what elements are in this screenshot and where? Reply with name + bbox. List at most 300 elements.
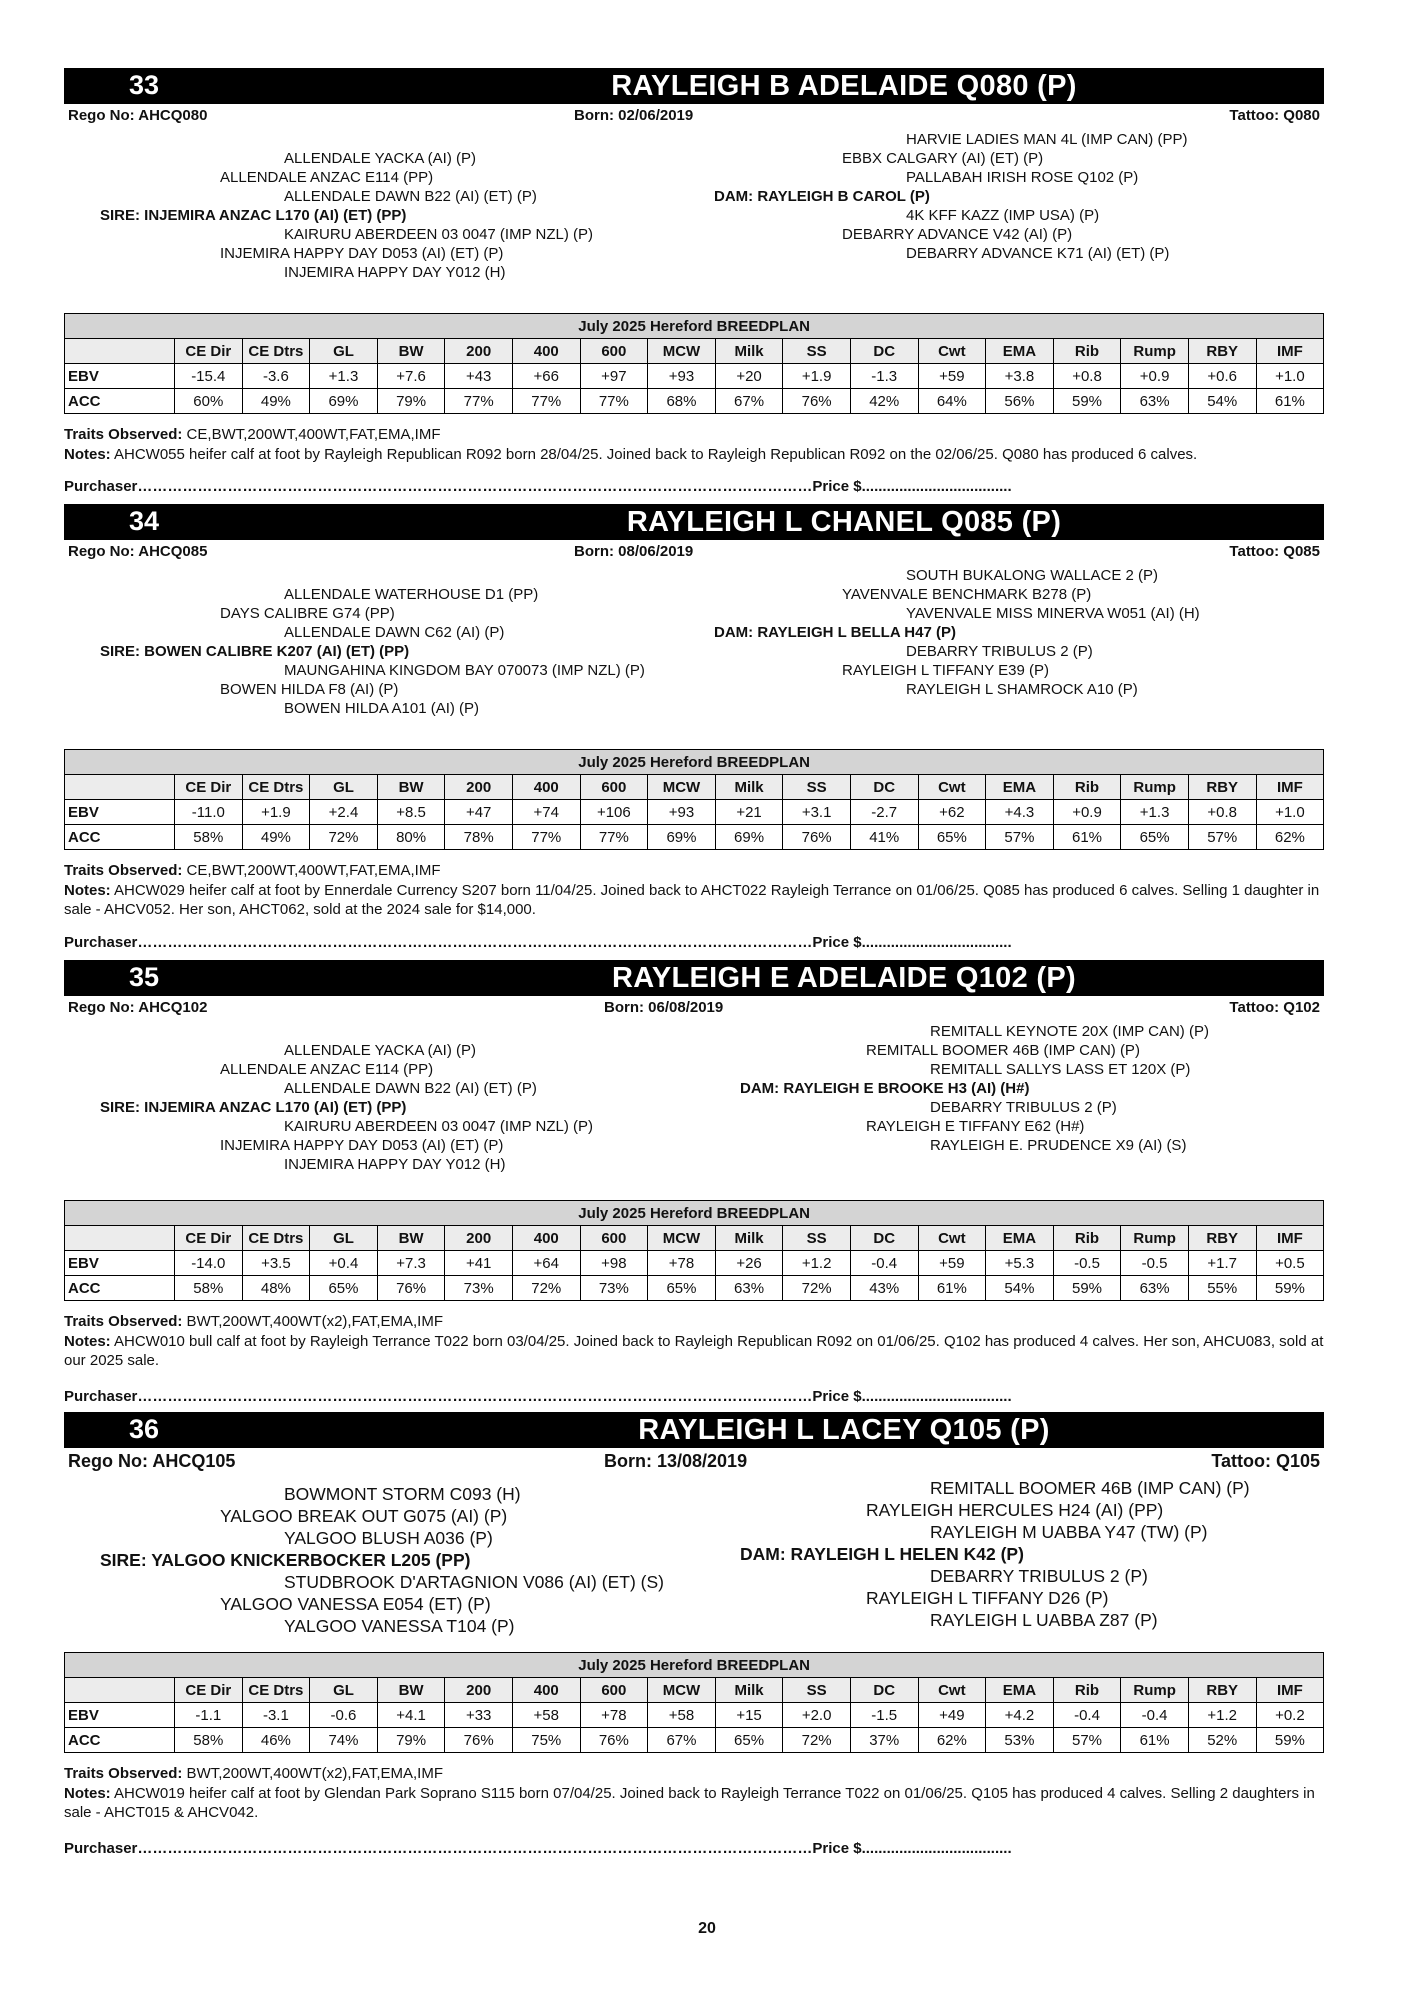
column-header: 400 [512,339,580,364]
acc-row [65,825,1324,850]
acc-cell: 59% [1256,1276,1324,1301]
column-header: Rib [1053,339,1121,364]
ebv-cell: +7.3 [377,1251,445,1276]
pedigree-line: REMITALL SALLYS LASS ET 120X (P) [930,1061,1191,1078]
pedigree-line: RAYLEIGH M UABBA Y47 (TW) (P) [930,1522,1208,1542]
row-label: EBV [65,1251,175,1276]
table-caption: July 2025 Hereford BREEDPLAN [65,750,1324,775]
ebv-cell: -2.7 [850,800,918,825]
acc-cell: 57% [1188,825,1256,850]
column-header: Milk [715,1226,783,1251]
acc-cell: 53% [986,1728,1054,1753]
traits-observed [64,862,441,879]
acc-cell: 62% [918,1728,986,1753]
traits-value: CE,BWT,200WT,400WT,FAT,EMA,IMF [182,862,441,879]
pedigree-line: HARVIE LADIES MAN 4L (IMP CAN) (PP) [906,131,1188,148]
column-header: MCW [648,1226,716,1251]
ebv-cell: +4.1 [377,1703,445,1728]
sire-name: SIRE: INJEMIRA ANZAC L170 (AI) (ET) (PP) [100,1099,407,1116]
ebv-row [65,1703,1324,1728]
pedigree-line: KAIRURU ABERDEEN 03 0047 (IMP NZL) (P) [284,1118,593,1135]
ebv-cell: +4.3 [986,800,1054,825]
column-header: SS [783,1226,851,1251]
ebv-cell: -14.0 [175,1251,243,1276]
sire-name: SIRE: YALGOO KNICKERBOCKER L205 (PP) [100,1550,471,1570]
acc-cell: 49% [242,825,310,850]
page-number: 20 [698,1920,716,1937]
acc-cell: 79% [377,1728,445,1753]
traits-observed [64,426,441,443]
notes [64,445,1324,464]
ebv-cell: +49 [918,1703,986,1728]
row-label: ACC [65,1728,175,1753]
breedplan-table [64,1652,1324,1753]
table-caption: July 2025 Hereford BREEDPLAN [65,1201,1324,1226]
notes [64,881,1324,919]
column-header: Cwt [918,339,986,364]
acc-cell: 48% [242,1276,310,1301]
acc-cell: 58% [175,1728,243,1753]
tattoo: Tattoo: Q085 [1229,543,1320,560]
ebv-cell: +98 [580,1251,648,1276]
dam-name: DAM: RAYLEIGH L BELLA H47 (P) [714,624,956,641]
traits-observed [64,1313,443,1330]
tattoo: Tattoo: Q080 [1229,107,1320,124]
ebv-cell: +0.9 [1053,800,1121,825]
breedplan-table [64,313,1324,414]
acc-cell: 69% [310,389,378,414]
column-header: 200 [445,775,513,800]
purchaser-line[interactable]: Purchaser………………………………………………………………………………………………………………………Price $.................................... [64,934,1012,951]
column-header: BW [377,339,445,364]
birth-date: Born: 08/06/2019 [574,543,694,560]
column-header: CE Dir [175,339,243,364]
acc-cell: 54% [986,1276,1054,1301]
ebv-cell: +97 [580,364,648,389]
ebv-cell: +64 [512,1251,580,1276]
ebv-cell: -0.6 [310,1703,378,1728]
ebv-cell: +93 [648,800,716,825]
ebv-cell: +58 [648,1703,716,1728]
acc-cell: 73% [445,1276,513,1301]
ebv-cell: +1.0 [1256,800,1324,825]
column-header: 200 [445,1226,513,1251]
ebv-cell: +0.9 [1121,364,1189,389]
lot-number: 34 [128,506,160,536]
ebv-cell: -1.5 [850,1703,918,1728]
pedigree-line: DEBARRY TRIBULUS 2 (P) [930,1099,1117,1116]
ebv-cell: +26 [715,1251,783,1276]
acc-cell: 43% [850,1276,918,1301]
lot-banner [64,504,1324,540]
pedigree-line: RAYLEIGH L SHAMROCK A10 (P) [906,681,1138,698]
row-label: ACC [65,825,175,850]
acc-cell: 61% [1121,1728,1189,1753]
header-blank [65,775,175,800]
column-header: CE Dir [175,775,243,800]
pedigree-line: ALLENDALE ANZAC E114 (PP) [220,1061,434,1078]
ebv-cell: +59 [918,1251,986,1276]
pedigree-line: ALLENDALE DAWN C62 (AI) (P) [284,624,505,641]
column-header: BW [377,1678,445,1703]
acc-cell: 49% [242,389,310,414]
acc-cell: 60% [175,389,243,414]
ebv-cell: +21 [715,800,783,825]
row-label: ACC [65,1276,175,1301]
column-header: Rump [1121,339,1189,364]
ebv-cell: +7.6 [377,364,445,389]
acc-cell: 55% [1188,1276,1256,1301]
traits-observed [64,1765,443,1782]
ebv-cell: +1.2 [1188,1703,1256,1728]
pedigree-line: INJEMIRA HAPPY DAY Y012 (H) [284,1156,506,1173]
column-header: CE Dtrs [242,1678,310,1703]
acc-cell: 61% [1053,825,1121,850]
column-header: Cwt [918,775,986,800]
acc-cell: 77% [580,389,648,414]
column-header: GL [310,1678,378,1703]
ebv-cell: +106 [580,800,648,825]
pedigree-line: INJEMIRA HAPPY DAY D053 (AI) (ET) (P) [220,245,504,262]
acc-cell: 59% [1053,1276,1121,1301]
ebv-cell: +33 [445,1703,513,1728]
column-header: EMA [986,775,1054,800]
notes-text: AHCW010 bull calf at foot by Rayleigh Terrance T022 born 03/04/25. Joined back to Rayleigh Republican R092 on 01/06/25. Q102 has produced 4 calves. Her son, AHCU083, sold at our 2025 sale. [64,1333,1324,1369]
acc-cell: 65% [310,1276,378,1301]
notes-text: AHCW055 heifer calf at foot by Rayleigh Republican R092 born 28/04/25. Joined back to Rayleigh Republican R092 on the 02/06/25. Q080 has produced 6 calves. [110,446,1198,463]
notes [64,1332,1324,1370]
column-header: DC [850,339,918,364]
dam-name: DAM: RAYLEIGH L HELEN K42 (P) [740,1544,1024,1564]
animal-name: RAYLEIGH B ADELAIDE Q080 (P) [611,70,1077,102]
pedigree-line: DEBARRY ADVANCE K71 (AI) (ET) (P) [906,245,1170,262]
column-header: Rump [1121,1226,1189,1251]
acc-cell: 59% [1053,389,1121,414]
animal-name: RAYLEIGH L LACEY Q105 (P) [638,1414,1050,1446]
ebv-cell: +93 [648,364,716,389]
column-header: Cwt [918,1678,986,1703]
pedigree-line: YALGOO BLUSH A036 (P) [284,1528,493,1548]
column-header: 600 [580,1678,648,1703]
column-header: IMF [1256,775,1324,800]
acc-cell: 76% [783,389,851,414]
dam-name: DAM: RAYLEIGH B CAROL (P) [714,188,930,205]
ebv-cell: +74 [512,800,580,825]
acc-cell: 64% [918,389,986,414]
rego-number: Rego No: AHCQ102 [68,999,208,1016]
column-header: SS [783,1678,851,1703]
column-header: BW [377,775,445,800]
lot-number: 35 [128,962,160,992]
acc-cell: 72% [783,1276,851,1301]
ebv-cell: -0.4 [1053,1703,1121,1728]
birth-date: Born: 06/08/2019 [604,999,724,1016]
pedigree-line: RAYLEIGH E TIFFANY E62 (H#) [866,1118,1085,1135]
notes-label: Notes: [64,1333,111,1350]
acc-cell: 76% [783,825,851,850]
acc-cell: 57% [986,825,1054,850]
column-header: Milk [715,775,783,800]
lot-banner [64,1412,1324,1448]
table-caption: July 2025 Hereford BREEDPLAN [65,1653,1324,1678]
pedigree-line: SOUTH BUKALONG WALLACE 2 (P) [906,567,1158,584]
ebv-cell: -1.1 [175,1703,243,1728]
acc-cell: 58% [175,1276,243,1301]
ebv-cell: +1.3 [310,364,378,389]
pedigree-line: DEBARRY ADVANCE V42 (AI) (P) [842,226,1073,243]
ebv-cell: +0.8 [1053,364,1121,389]
notes-label: Notes: [64,1785,111,1802]
pedigree-line: ALLENDALE YACKA (AI) (P) [284,150,477,167]
row-label: ACC [65,389,175,414]
ebv-cell: +1.0 [1256,364,1324,389]
column-header: MCW [648,775,716,800]
row-label: EBV [65,1703,175,1728]
pedigree-line: PALLABAH IRISH ROSE Q102 (P) [906,169,1139,186]
column-header: RBY [1188,1226,1256,1251]
acc-cell: 76% [377,1276,445,1301]
sire-name: SIRE: INJEMIRA ANZAC L170 (AI) (ET) (PP) [100,207,407,224]
ebv-cell: +47 [445,800,513,825]
acc-cell: 77% [512,389,580,414]
acc-cell: 57% [1053,1728,1121,1753]
ebv-cell: -0.5 [1053,1251,1121,1276]
column-header: Rib [1053,1226,1121,1251]
column-header: Rump [1121,775,1189,800]
column-header: CE Dtrs [242,339,310,364]
pedigree-line: DEBARRY TRIBULUS 2 (P) [906,643,1093,660]
acc-cell: 77% [580,825,648,850]
column-header: 400 [512,775,580,800]
ebv-cell: +3.1 [783,800,851,825]
acc-cell: 63% [1121,389,1189,414]
column-header: GL [310,1226,378,1251]
acc-cell: 41% [850,825,918,850]
notes [64,1784,1324,1822]
tattoo: Tattoo: Q102 [1229,999,1320,1016]
pedigree-line: INJEMIRA HAPPY DAY Y012 (H) [284,264,506,281]
header-blank [65,339,175,364]
ebv-cell: +3.8 [986,364,1054,389]
acc-cell: 78% [445,825,513,850]
column-header: 600 [580,1226,648,1251]
acc-cell: 72% [512,1276,580,1301]
column-header: RBY [1188,775,1256,800]
acc-cell: 63% [715,1276,783,1301]
column-header: RBY [1188,339,1256,364]
pedigree-line: YALGOO VANESSA E054 (ET) (P) [220,1594,491,1614]
column-header: GL [310,339,378,364]
ebv-cell: -0.5 [1121,1251,1189,1276]
acc-cell: 69% [648,825,716,850]
traits-label: Traits Observed: [64,1765,183,1782]
purchaser-line[interactable]: Purchaser………………………………………………………………………………………………………………………Price $.................................... [64,478,1012,495]
ebv-cell: +78 [648,1251,716,1276]
notes-label: Notes: [64,446,111,463]
acc-cell: 54% [1188,389,1256,414]
header-blank [65,1226,175,1251]
ebv-cell: +0.6 [1188,364,1256,389]
purchaser-line[interactable]: Purchaser………………………………………………………………………………………………………………………Price $.................................... [64,1840,1012,1857]
ebv-cell: -15.4 [175,364,243,389]
ebv-cell: +20 [715,364,783,389]
acc-cell: 59% [1256,1728,1324,1753]
column-header: SS [783,775,851,800]
pedigree-line: YALGOO BREAK OUT G075 (AI) (P) [220,1506,508,1526]
purchaser-line[interactable]: Purchaser………………………………………………………………………………………………………………………Price $.................................... [64,1388,1012,1405]
ebv-cell: -1.3 [850,364,918,389]
acc-cell: 77% [445,389,513,414]
pedigree-line: ALLENDALE WATERHOUSE D1 (PP) [284,586,539,603]
lot-number: 33 [128,70,160,100]
column-header: Rib [1053,775,1121,800]
acc-cell: 80% [377,825,445,850]
ebv-cell: +58 [512,1703,580,1728]
pedigree-line: ALLENDALE DAWN B22 (AI) (ET) (P) [284,188,537,205]
breedplan-table [64,1200,1324,1301]
breedplan-table [64,749,1324,850]
column-header: Rib [1053,1678,1121,1703]
pedigree-line: BOWEN HILDA A101 (AI) (P) [284,700,480,717]
ebv-row [65,1251,1324,1276]
ebv-cell: +59 [918,364,986,389]
acc-cell: 65% [918,825,986,850]
acc-cell: 61% [918,1276,986,1301]
column-header: RBY [1188,1678,1256,1703]
pedigree-line: REMITALL BOOMER 46B (IMP CAN) (P) [866,1042,1140,1059]
table-caption: July 2025 Hereford BREEDPLAN [65,314,1324,339]
pedigree-line: STUDBROOK D'ARTAGNION V086 (AI) (ET) (S) [284,1572,664,1592]
traits-label: Traits Observed: [64,1313,183,1330]
acc-cell: 62% [1256,825,1324,850]
ebv-cell: -0.4 [850,1251,918,1276]
acc-cell: 52% [1188,1728,1256,1753]
acc-cell: 56% [986,389,1054,414]
notes-text: AHCW029 heifer calf at foot by Ennerdale Currency S207 born 11/04/25. Joined back to AHCT022 Rayleigh Terrance on 01/06/25. Q085 has produced 6 calves. Selling 1 daughter in sale - AHCV052. Her son, AHCT062, sold at the 2024 sale for $14,000. [64,882,1320,918]
ebv-cell: +2.0 [783,1703,851,1728]
ebv-cell: +1.7 [1188,1251,1256,1276]
column-header: 600 [580,339,648,364]
pedigree-line: RAYLEIGH L UABBA Z87 (P) [930,1610,1158,1630]
sire-name: SIRE: BOWEN CALIBRE K207 (AI) (ET) (PP) [100,643,410,660]
pedigree-line: ALLENDALE DAWN B22 (AI) (ET) (P) [284,1080,537,1097]
acc-cell: 75% [512,1728,580,1753]
column-header: CE Dtrs [242,775,310,800]
ebv-cell: +5.3 [986,1251,1054,1276]
pedigree-line: REMITALL BOOMER 46B (IMP CAN) (P) [930,1478,1250,1498]
pedigree-line: DAYS CALIBRE G74 (PP) [220,605,395,622]
column-header: IMF [1256,339,1324,364]
column-header: EMA [986,1678,1054,1703]
ebv-cell: +2.4 [310,800,378,825]
ebv-cell: +1.3 [1121,800,1189,825]
acc-cell: 63% [1121,1276,1189,1301]
acc-cell: 65% [648,1276,716,1301]
traits-label: Traits Observed: [64,426,183,443]
pedigree-line: BOWMONT STORM C093 (H) [284,1484,521,1504]
acc-cell: 42% [850,389,918,414]
animal-name: RAYLEIGH L CHANEL Q085 (P) [626,506,1062,538]
acc-cell: 76% [445,1728,513,1753]
ebv-cell: +1.2 [783,1251,851,1276]
pedigree-line: YAVENVALE MISS MINERVA W051 (AI) (H) [906,605,1200,622]
pedigree-line: ALLENDALE YACKA (AI) (P) [284,1042,477,1059]
tattoo: Tattoo: Q105 [1211,1451,1320,1471]
ebv-cell: +0.8 [1188,800,1256,825]
ebv-cell: +62 [918,800,986,825]
traits-value: BWT,200WT,400WT(x2),FAT,EMA,IMF [182,1313,443,1330]
acc-cell: 77% [512,825,580,850]
ebv-cell: +43 [445,364,513,389]
column-header: EMA [986,1226,1054,1251]
acc-cell: 65% [1121,825,1189,850]
ebv-cell: -0.4 [1121,1703,1189,1728]
column-header: GL [310,775,378,800]
column-header: Milk [715,339,783,364]
dam-name: DAM: RAYLEIGH E BROOKE H3 (AI) (H#) [740,1080,1030,1097]
acc-cell: 76% [580,1728,648,1753]
column-header: Cwt [918,1226,986,1251]
pedigree-line: DEBARRY TRIBULUS 2 (P) [930,1566,1148,1586]
column-header: CE Dir [175,1226,243,1251]
ebv-cell: -3.1 [242,1703,310,1728]
ebv-cell: +0.5 [1256,1251,1324,1276]
rego-number: Rego No: AHCQ085 [68,543,208,560]
rego-number: Rego No: AHCQ080 [68,107,208,124]
column-header: Milk [715,1678,783,1703]
column-header: DC [850,1678,918,1703]
ebv-cell: +78 [580,1703,648,1728]
ebv-cell: +0.4 [310,1251,378,1276]
ebv-cell: +1.9 [783,364,851,389]
animal-name: RAYLEIGH E ADELAIDE Q102 (P) [612,962,1076,994]
ebv-cell: +0.2 [1256,1703,1324,1728]
pedigree-line: 4K KFF KAZZ (IMP USA) (P) [906,207,1100,224]
acc-cell: 46% [242,1728,310,1753]
column-header: 200 [445,339,513,364]
pedigree-line: YAVENVALE BENCHMARK B278 (P) [842,586,1092,603]
pedigree-line: RAYLEIGH L TIFFANY E39 (P) [842,662,1050,679]
pedigree-line: MAUNGAHINA KINGDOM BAY 070073 (IMP NZL) (P) [284,662,645,679]
column-header: MCW [648,339,716,364]
acc-cell: 69% [715,825,783,850]
column-header: 400 [512,1678,580,1703]
ebv-cell: +41 [445,1251,513,1276]
row-label: EBV [65,364,175,389]
column-header: MCW [648,1678,716,1703]
lot-banner [64,960,1324,996]
ebv-cell: +4.2 [986,1703,1054,1728]
pedigree-line: INJEMIRA HAPPY DAY D053 (AI) (ET) (P) [220,1137,504,1154]
ebv-cell: +1.9 [242,800,310,825]
column-header: 200 [445,1678,513,1703]
ebv-cell: -3.6 [242,364,310,389]
pedigree-line: KAIRURU ABERDEEN 03 0047 (IMP NZL) (P) [284,226,593,243]
birth-date: Born: 02/06/2019 [574,107,694,124]
column-header: DC [850,775,918,800]
notes-label: Notes: [64,882,111,899]
pedigree-line: ALLENDALE ANZAC E114 (PP) [220,169,434,186]
acc-cell: 68% [648,389,716,414]
column-header: CE Dir [175,1678,243,1703]
column-header: DC [850,1226,918,1251]
ebv-row [65,800,1324,825]
acc-cell: 67% [715,389,783,414]
lot-banner [64,68,1324,104]
acc-cell: 72% [783,1728,851,1753]
acc-row [65,1276,1324,1301]
acc-cell: 67% [648,1728,716,1753]
